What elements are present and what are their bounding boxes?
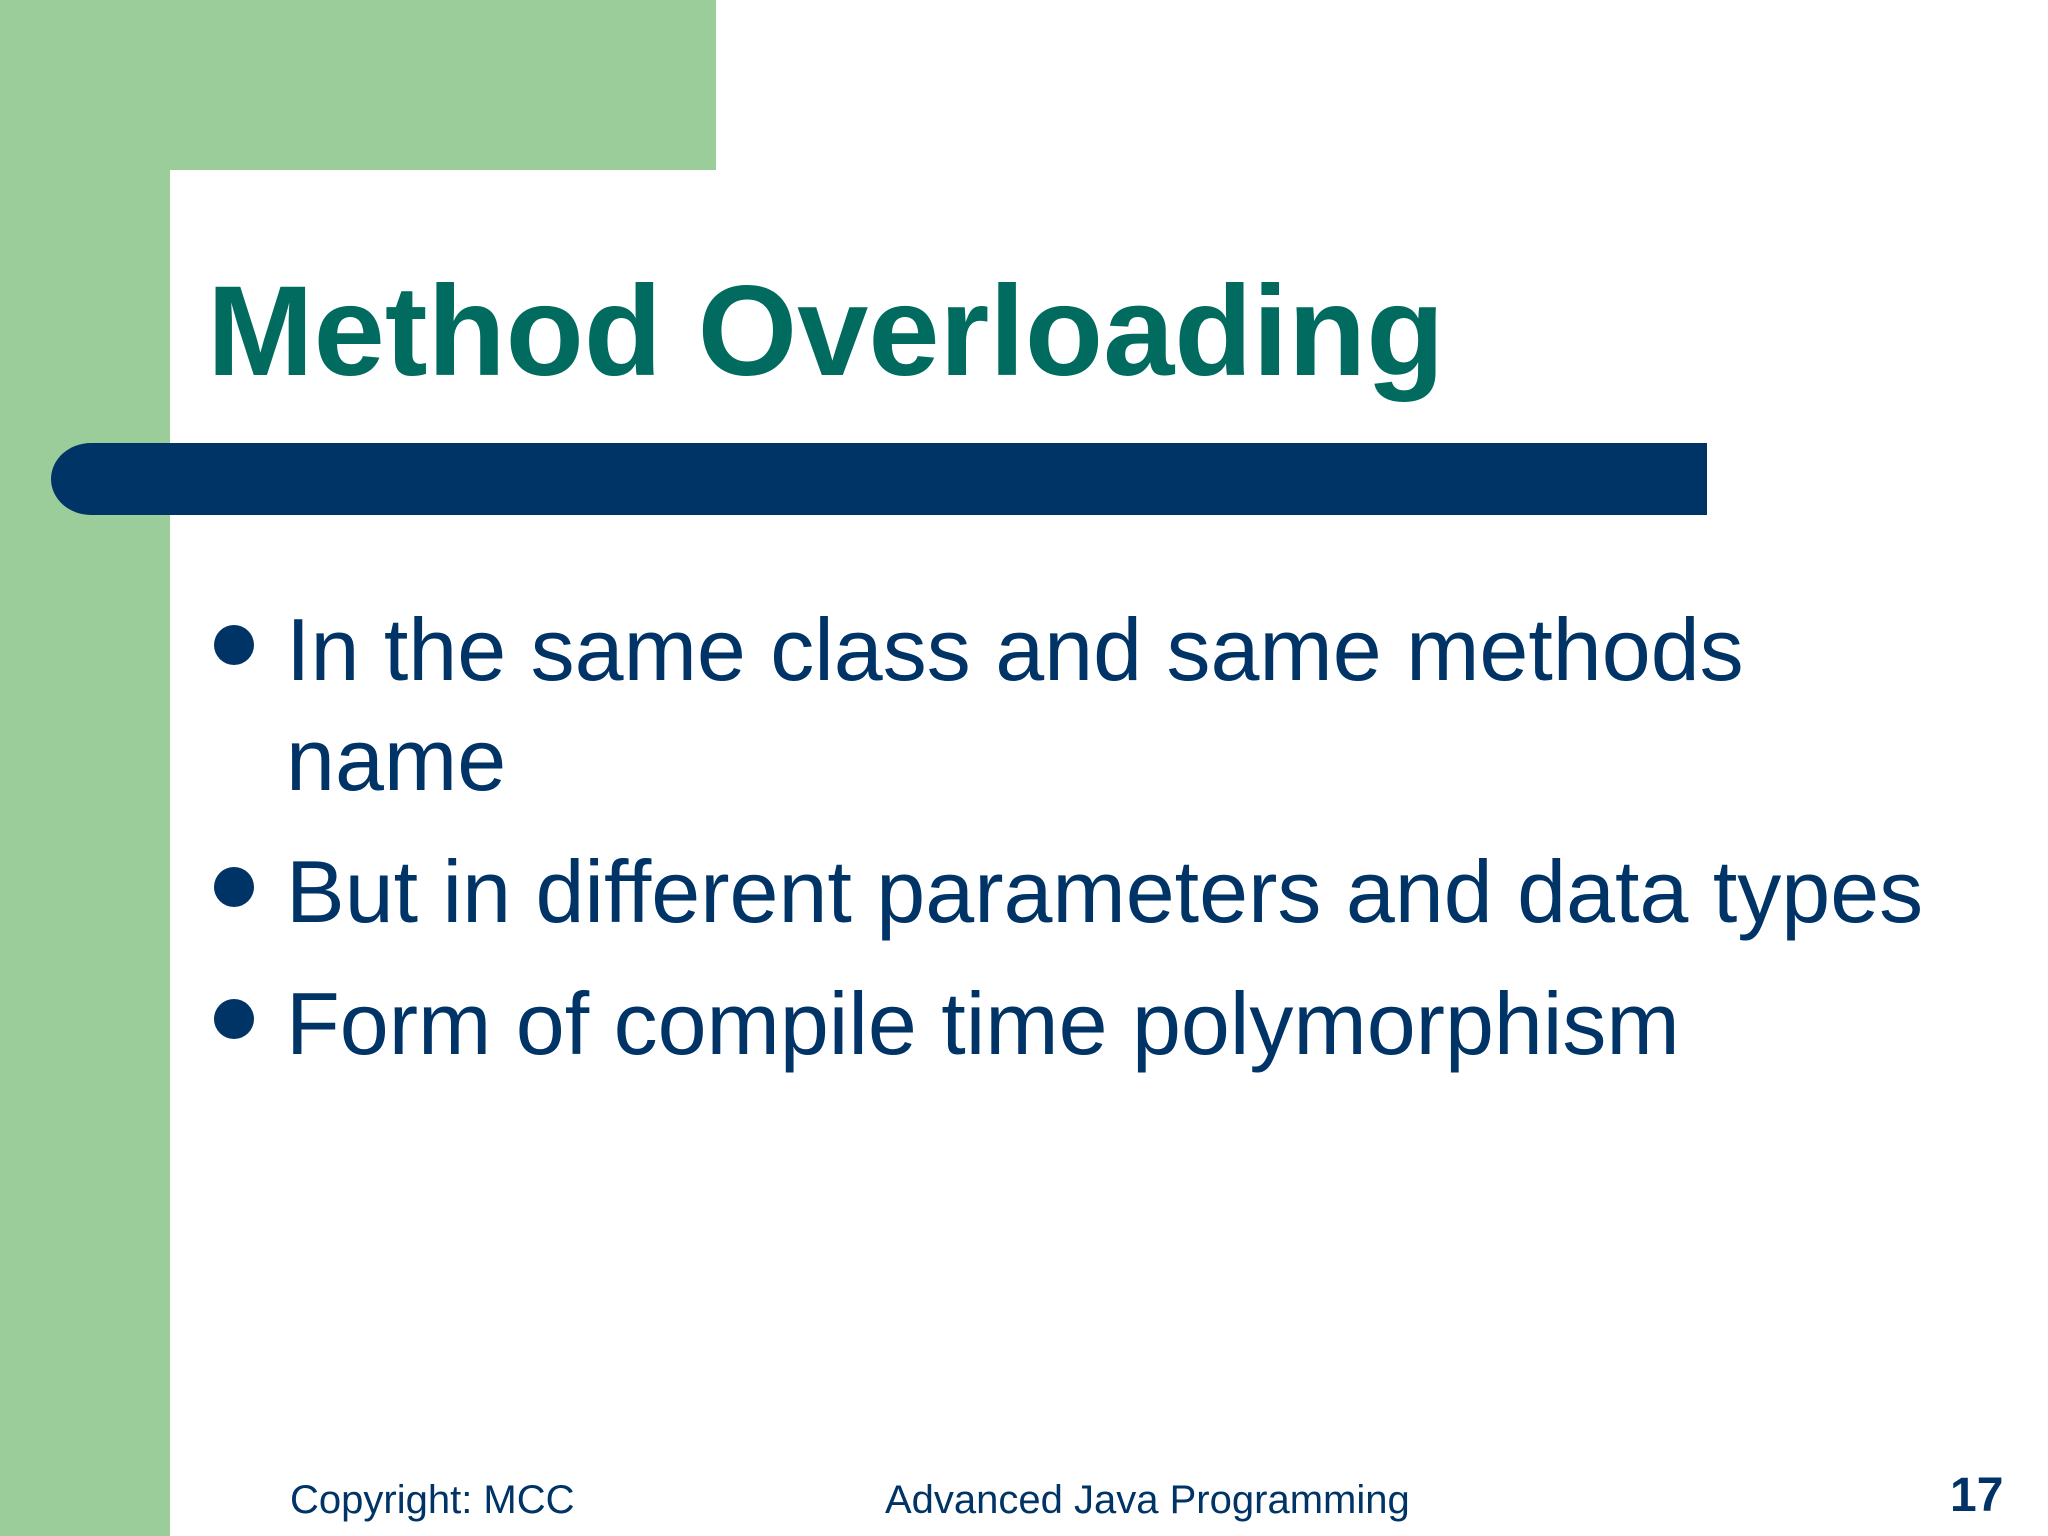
bullet-text: In the same class and same methods name <box>286 600 1744 809</box>
bullet-list <box>210 595 2020 1101</box>
bullet-dot-icon <box>214 999 254 1039</box>
green-side-band <box>0 0 170 1536</box>
page-number: 17 <box>1950 1469 2004 1522</box>
slide-title: Method Overloading <box>207 260 1445 403</box>
footer-copyright: Copyright: MCC <box>290 1478 575 1522</box>
bullet-item <box>210 837 2020 947</box>
title-underline-bar <box>51 443 1707 515</box>
bullet-item <box>210 595 1886 815</box>
bullet-dot-icon <box>214 867 254 907</box>
green-top-band <box>0 0 716 170</box>
bullet-text: But in different parameters and data types <box>286 842 1924 941</box>
bullet-dot-icon <box>214 625 254 665</box>
bullet-text: Form of compile time polymorphism <box>286 974 1680 1073</box>
footer-course-title: Advanced Java Programming <box>885 1478 1410 1522</box>
bullet-item <box>210 969 2020 1079</box>
